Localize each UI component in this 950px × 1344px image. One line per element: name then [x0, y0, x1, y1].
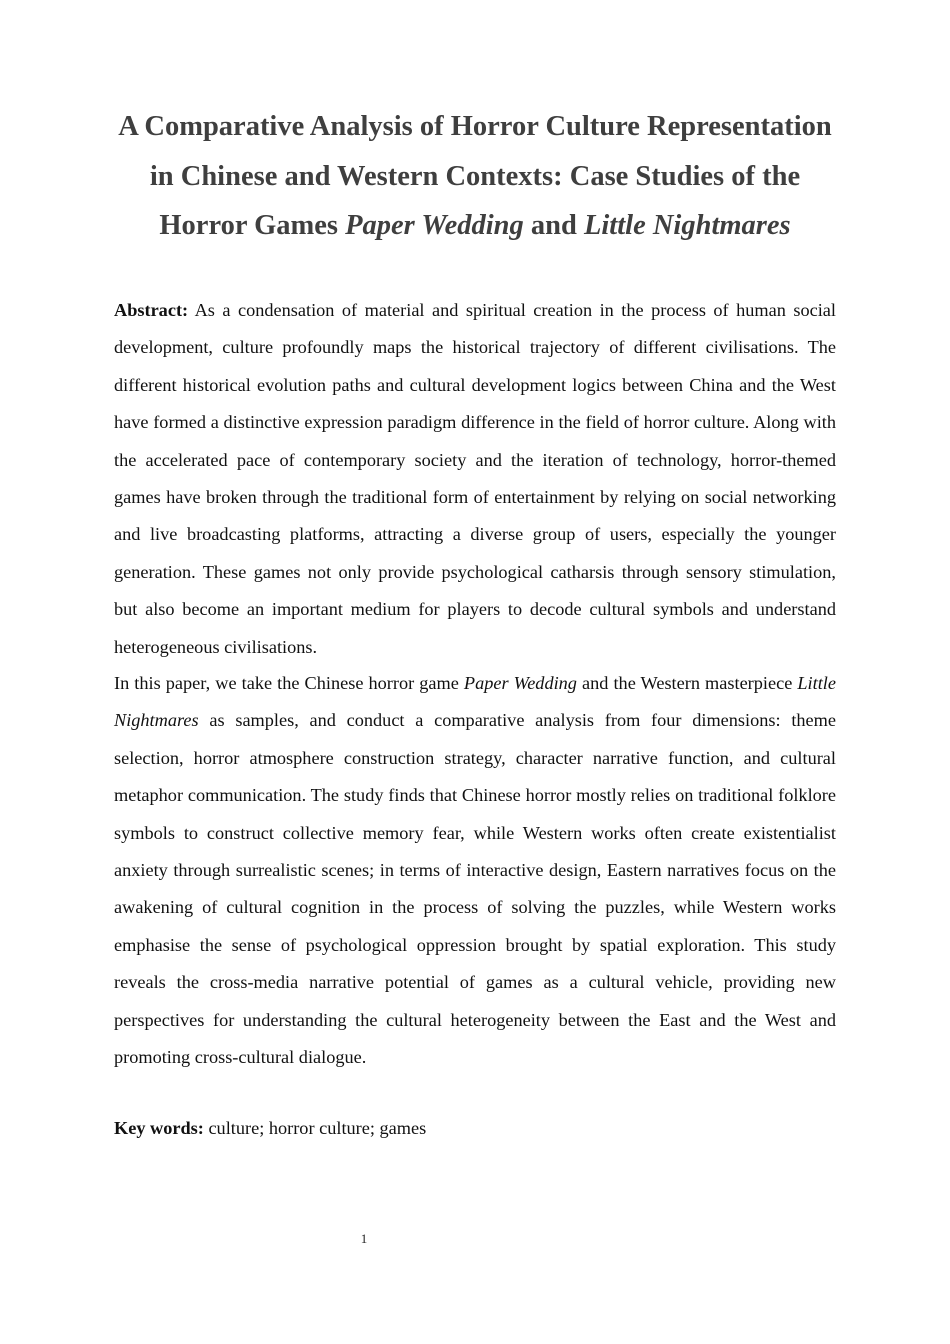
title-line-3	[100, 201, 850, 251]
title-line-3-prefix: Horror Games	[159, 210, 346, 241]
title-line-2: in Chinese and Western Contexts: Case Studies of the	[149, 160, 801, 192]
paper-title	[100, 102, 850, 251]
abstract-label: Abstract:	[114, 300, 189, 320]
title-line-3-mid: and	[523, 210, 584, 241]
page-number: 1	[360, 1231, 368, 1246]
abstract-p2-game2: Little Nightmares	[114, 673, 836, 731]
abstract-p2-game1: Paper Wedding	[463, 673, 577, 693]
abstract-paragraph-2	[114, 665, 836, 1076]
keywords-text: culture; horror culture; games	[203, 1118, 427, 1138]
title-game-1: Paper Wedding	[345, 210, 524, 241]
abstract-text-1: As a condensation of material and spiritual creation in the process of human social development, culture profoundly maps the historical trajectory of different civilisations. The different historical evolution paths and cultural development logics between China and the West have formed a distinctive expression paradigm difference in the field of horror culture. Along with the accelerated pace of contemporary society and the iteration of technology, horror-themed games have broken through the traditional form of entertainment by relying on social networking and live broadcasting platforms, attracting a diverse group of users, especially the younger generation. These games not only provide psychological catharsis through sensory stimulation, but also become an important medium for players to decode cultural symbols and understand heterogeneous civilisations.	[114, 300, 836, 657]
keywords-label: Key words:	[114, 1118, 204, 1138]
abstract-p2-part3: as samples, and conduct a comparative analysis from four dimensions: theme selection, horror atmosphere construction strategy, character narrative function, and cultural metaphor communication. The study finds that Chinese horror mostly relies on traditional folklore symbols to construct collective memory fear, while Western works often create existentialist anxiety through surrealistic scenes; in terms of interactive design, Eastern narratives focus on the awakening of cultural cognition in the process of solving the puzzles, while Western works emphasise the sense of psychological oppression brought by spatial exploration. This study reveals the cross-media narrative potential of games as a cultural vehicle, providing new perspectives for understanding the cultural heterogeneity between the East and the West and promoting cross-cultural dialogue.	[114, 710, 836, 1068]
title-line-1: A Comparative Analysis of Horror Culture Representation	[118, 111, 832, 142]
abstract-p2-part2: and the Western masterpiece	[576, 673, 798, 693]
abstract-p2-part1: In this paper, we take the Chinese horror game	[114, 673, 464, 693]
title-game-2: Little Nightmares	[583, 210, 791, 241]
abstract-paragraph-1	[114, 292, 836, 666]
keywords	[114, 1110, 836, 1147]
